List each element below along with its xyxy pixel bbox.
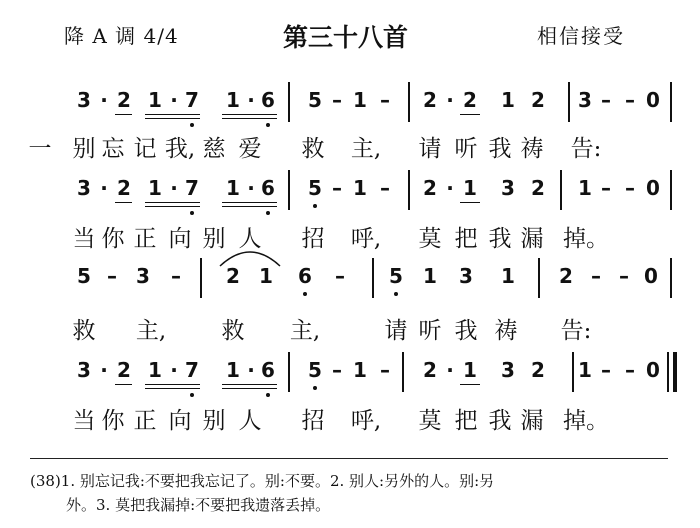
- barline: [538, 258, 540, 298]
- note: –: [601, 358, 611, 382]
- lyric-syllable: 主,: [289, 318, 321, 344]
- note: 6: [261, 176, 275, 200]
- note: 1: [353, 88, 367, 112]
- lyric-syllable: 我,: [164, 136, 196, 162]
- lyric-syllable: 告:: [570, 136, 602, 162]
- lyric-syllable: 请: [384, 318, 408, 344]
- note: 1: [226, 88, 240, 112]
- note: 1: [353, 176, 367, 200]
- note: –: [591, 264, 601, 288]
- lyric-syllable: 掉。: [563, 408, 609, 434]
- lyrics-row-4: [0, 402, 700, 436]
- note: –: [601, 88, 611, 112]
- note: 2: [531, 88, 545, 112]
- notation-row-4: [0, 352, 700, 392]
- low-octave-dot: [313, 204, 317, 208]
- note: 3: [578, 88, 592, 112]
- lyric-syllable: 把: [454, 226, 478, 252]
- note: 3: [77, 358, 91, 382]
- lyric-syllable: 正: [133, 226, 157, 252]
- note: 2: [117, 358, 131, 382]
- song-title: 第三十八首: [283, 23, 409, 52]
- lyric-syllable: 记: [133, 136, 157, 162]
- duration-underline: [222, 114, 277, 115]
- note: 1: [226, 176, 240, 200]
- footnote-line-1: (38)1. 别忘记我:不要把我忘记了。别:不要。2. 别人:另外的人。别:另: [30, 472, 495, 490]
- duration-underline: [460, 114, 480, 115]
- barline: [568, 82, 570, 122]
- lyric-syllable: 人: [238, 408, 262, 434]
- note: 5: [308, 358, 322, 382]
- note: 0: [644, 264, 658, 288]
- duration-underline: [145, 388, 200, 389]
- note: 2: [463, 88, 477, 112]
- lyric-syllable: 告:: [560, 318, 592, 344]
- note: 1: [148, 176, 162, 200]
- barline: [288, 352, 290, 392]
- duration-underline: [222, 206, 277, 207]
- lyric-syllable: 呼,: [350, 408, 382, 434]
- note: 3: [77, 88, 91, 112]
- low-octave-dot: [303, 292, 307, 296]
- duration-underline: [145, 384, 200, 385]
- note: –: [380, 358, 390, 382]
- barline: [402, 352, 404, 392]
- note: 3: [501, 358, 515, 382]
- barline: [408, 170, 410, 210]
- barline: [670, 82, 672, 122]
- note: 2: [423, 358, 437, 382]
- lyric-syllable: 祷: [494, 318, 518, 344]
- note: 2: [559, 264, 573, 288]
- note: –: [619, 264, 629, 288]
- note: 3: [501, 176, 515, 200]
- note: ·: [170, 358, 178, 382]
- lyric-syllable: 当: [72, 226, 96, 252]
- lyric-syllable: 主,: [350, 136, 382, 162]
- note: 1: [501, 264, 515, 288]
- note: 2: [117, 176, 131, 200]
- note: –: [332, 358, 342, 382]
- lyric-syllable: 莫: [418, 408, 442, 434]
- note: ·: [247, 176, 255, 200]
- lyric-syllable: 听: [454, 136, 478, 162]
- low-octave-dot: [266, 211, 270, 215]
- note: 1: [423, 264, 437, 288]
- lyric-syllable: 掉。: [563, 226, 609, 252]
- note: 5: [308, 176, 322, 200]
- note: 7: [185, 358, 199, 382]
- lyric-syllable: 招: [301, 226, 325, 252]
- duration-underline: [145, 118, 200, 119]
- note: 2: [117, 88, 131, 112]
- note: –: [380, 88, 390, 112]
- note: 1: [578, 176, 592, 200]
- note: 6: [298, 264, 312, 288]
- low-octave-dot: [190, 393, 194, 397]
- barline: [572, 352, 574, 392]
- lyric-syllable: 当: [72, 408, 96, 434]
- duration-underline: [222, 118, 277, 119]
- note: 5: [389, 264, 403, 288]
- note: 3: [77, 176, 91, 200]
- note: 1: [501, 88, 515, 112]
- note: ·: [170, 176, 178, 200]
- note: –: [107, 264, 117, 288]
- barline: [670, 258, 672, 298]
- note: ·: [100, 176, 108, 200]
- lyric-syllable: 正: [133, 408, 157, 434]
- duration-underline: [115, 384, 132, 385]
- low-octave-dot: [266, 123, 270, 127]
- duration-underline: [115, 114, 132, 115]
- barline: [667, 352, 669, 392]
- note: –: [332, 176, 342, 200]
- note: 1: [353, 358, 367, 382]
- lyric-syllable: 一: [28, 136, 52, 162]
- note: –: [335, 264, 345, 288]
- note: 7: [185, 176, 199, 200]
- duration-underline: [222, 388, 277, 389]
- note: –: [332, 88, 342, 112]
- lyric-syllable: 呼,: [350, 226, 382, 252]
- lyric-syllable: 我: [488, 226, 512, 252]
- lyric-syllable: 你: [101, 226, 125, 252]
- duration-underline: [115, 202, 132, 203]
- duration-underline: [145, 202, 200, 203]
- note: ·: [446, 358, 454, 382]
- note: –: [171, 264, 181, 288]
- duration-underline: [145, 114, 200, 115]
- note: 5: [77, 264, 91, 288]
- note: ·: [247, 358, 255, 382]
- low-octave-dot: [190, 123, 194, 127]
- barline: [670, 170, 672, 210]
- lyric-syllable: 爱: [238, 136, 262, 162]
- lyric-syllable: 漏: [520, 408, 544, 434]
- lyric-syllable: 别: [202, 226, 226, 252]
- lyrics-row-3: [0, 312, 700, 346]
- low-octave-dot: [313, 386, 317, 390]
- lyric-syllable: 你: [101, 408, 125, 434]
- note: 0: [646, 358, 660, 382]
- lyric-syllable: 我: [454, 318, 478, 344]
- notation-row-2: [0, 170, 700, 210]
- note: 1: [226, 358, 240, 382]
- note: 0: [646, 176, 660, 200]
- duration-underline: [222, 384, 277, 385]
- lyric-syllable: 忘: [101, 136, 125, 162]
- duration-underline: [145, 206, 200, 207]
- note: –: [601, 176, 611, 200]
- lyric-syllable: 祷: [520, 136, 544, 162]
- note: 1: [463, 176, 477, 200]
- note: 1: [148, 358, 162, 382]
- lyric-syllable: 向: [168, 226, 192, 252]
- lyric-syllable: 向: [168, 408, 192, 434]
- footnote-divider: [30, 458, 668, 459]
- note: 1: [463, 358, 477, 382]
- note: 1: [578, 358, 592, 382]
- lyric-syllable: 把: [454, 408, 478, 434]
- lyrics-row-1: [0, 130, 700, 164]
- barline: [372, 258, 374, 298]
- song-attribution: 相信接受: [537, 24, 625, 48]
- notation-row-3: [0, 258, 700, 298]
- lyric-syllable: 漏: [520, 226, 544, 252]
- barline: [673, 352, 677, 392]
- note: 2: [423, 176, 437, 200]
- lyric-syllable: 听: [418, 318, 442, 344]
- low-octave-dot: [190, 211, 194, 215]
- note: 1: [148, 88, 162, 112]
- lyric-syllable: 莫: [418, 226, 442, 252]
- slur-arc: [216, 244, 286, 268]
- note: 6: [261, 358, 275, 382]
- key-signature: 降 A 调 4/4: [64, 24, 179, 48]
- lyric-syllable: 我: [488, 136, 512, 162]
- duration-underline: [222, 202, 277, 203]
- lyric-syllable: 别: [72, 136, 96, 162]
- note: 7: [185, 88, 199, 112]
- lyric-syllable: 别: [202, 408, 226, 434]
- lyric-syllable: 主,: [135, 318, 167, 344]
- duration-underline: [460, 384, 480, 385]
- footnote-line-2: 外。3. 莫把我漏掉:不要把我遗落丢掉。: [66, 496, 331, 514]
- lyric-syllable: 救: [301, 136, 325, 162]
- barline: [200, 258, 202, 298]
- low-octave-dot: [394, 292, 398, 296]
- note: ·: [446, 176, 454, 200]
- barline: [288, 82, 290, 122]
- note: 3: [136, 264, 150, 288]
- lyric-syllable: 救: [72, 318, 96, 344]
- note: ·: [100, 358, 108, 382]
- note: 5: [308, 88, 322, 112]
- barline: [408, 82, 410, 122]
- lyric-syllable: 请: [418, 136, 442, 162]
- note: 0: [646, 88, 660, 112]
- duration-underline: [460, 202, 480, 203]
- note: –: [625, 176, 635, 200]
- lyric-syllable: 人: [238, 226, 262, 252]
- lyric-syllable: 救: [221, 318, 245, 344]
- note: 1: [259, 264, 273, 288]
- lyric-syllable: 慈: [202, 136, 226, 162]
- barline: [288, 170, 290, 210]
- note: 2: [531, 358, 545, 382]
- note: 6: [261, 88, 275, 112]
- lyric-syllable: 招: [301, 408, 325, 434]
- note: 3: [459, 264, 473, 288]
- note: –: [625, 358, 635, 382]
- note: ·: [170, 88, 178, 112]
- note: ·: [446, 88, 454, 112]
- note: –: [625, 88, 635, 112]
- lyric-syllable: 我: [488, 408, 512, 434]
- note: 2: [226, 264, 240, 288]
- note: ·: [100, 88, 108, 112]
- barline: [560, 170, 562, 210]
- note: 2: [423, 88, 437, 112]
- note: –: [380, 176, 390, 200]
- lyrics-row-2: [0, 220, 700, 254]
- notation-row-1: [0, 82, 700, 122]
- note: ·: [247, 88, 255, 112]
- note: 2: [531, 176, 545, 200]
- low-octave-dot: [266, 393, 270, 397]
